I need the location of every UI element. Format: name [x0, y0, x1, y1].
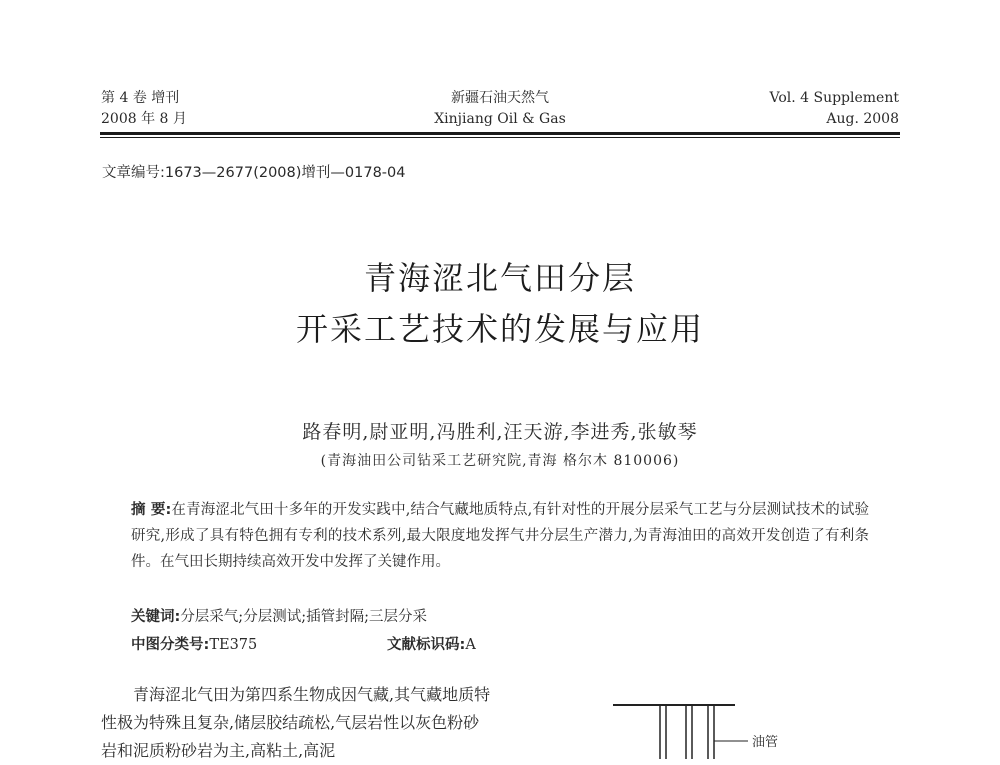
journal-name-cn: 新疆石油天然气 [451, 90, 549, 106]
volume-issue: 第 4 卷 增刊 [101, 90, 180, 106]
title-line-2: 开采工艺技术的发展与应用 [295, 310, 704, 348]
issue-date: 2008 年 8 月 [101, 111, 187, 127]
keywords [131, 605, 427, 626]
abstract-text: 在青海涩北气田十多年的开发实践中,结合气藏地质特点,有针对性的开展分层采气工艺与分层测试技术的试验研究,形成了具有特色拥有专利的技术系列,最大限度地发挥气井分层生产潜力,为青海油田的高效开发创造了有利条件。在气田长期持续高效开发中发挥了关键作用。 [131, 502, 869, 570]
document-code [387, 633, 476, 654]
header-rule-thick [100, 132, 900, 135]
diagram-label-tubing: 油管 [752, 735, 779, 750]
classification-label: 中图分类号: [131, 637, 210, 653]
tubing-diagram [600, 690, 820, 759]
article-number: 文章编号:1673—2677(2008)增刊—0178-04 [102, 165, 406, 181]
authors: 路春明,尉亚明,冯胜利,汪天游,李进秀,张敏琴 [302, 421, 698, 443]
volume-issue-en: Vol. 4 Supplement [769, 90, 899, 106]
document-code-label: 文献标识码: [387, 637, 466, 653]
journal-name-en: Xinjiang Oil & Gas [434, 111, 566, 127]
affiliation: (青海油田公司钻采工艺研究院,青海 格尔木 810006) [320, 453, 680, 469]
header-rule-thin [100, 137, 900, 138]
issue-date-en: Aug. 2008 [826, 111, 899, 127]
document-code-value: A [465, 637, 476, 653]
classification-value: TE375 [209, 637, 258, 653]
keywords-text: 分层采气;分层测试;插管封隔;三层分采 [180, 609, 427, 625]
body-paragraph: 青海涩北气田为第四系生物成因气藏,其气藏地质特性极为特殊且复杂,储层胶结疏松,气层岩性以灰色粉砂岩和泥质粉砂岩为主,高粘土,高泥 [101, 685, 491, 760]
keywords-label: 关键词: [131, 609, 181, 625]
paper-title [0, 253, 1000, 355]
abstract-label: 摘 要: [131, 502, 172, 518]
classification [131, 633, 257, 654]
abstract [131, 497, 869, 575]
title-line-1: 青海涩北气田分层 [363, 259, 636, 297]
header-right [770, 88, 900, 130]
